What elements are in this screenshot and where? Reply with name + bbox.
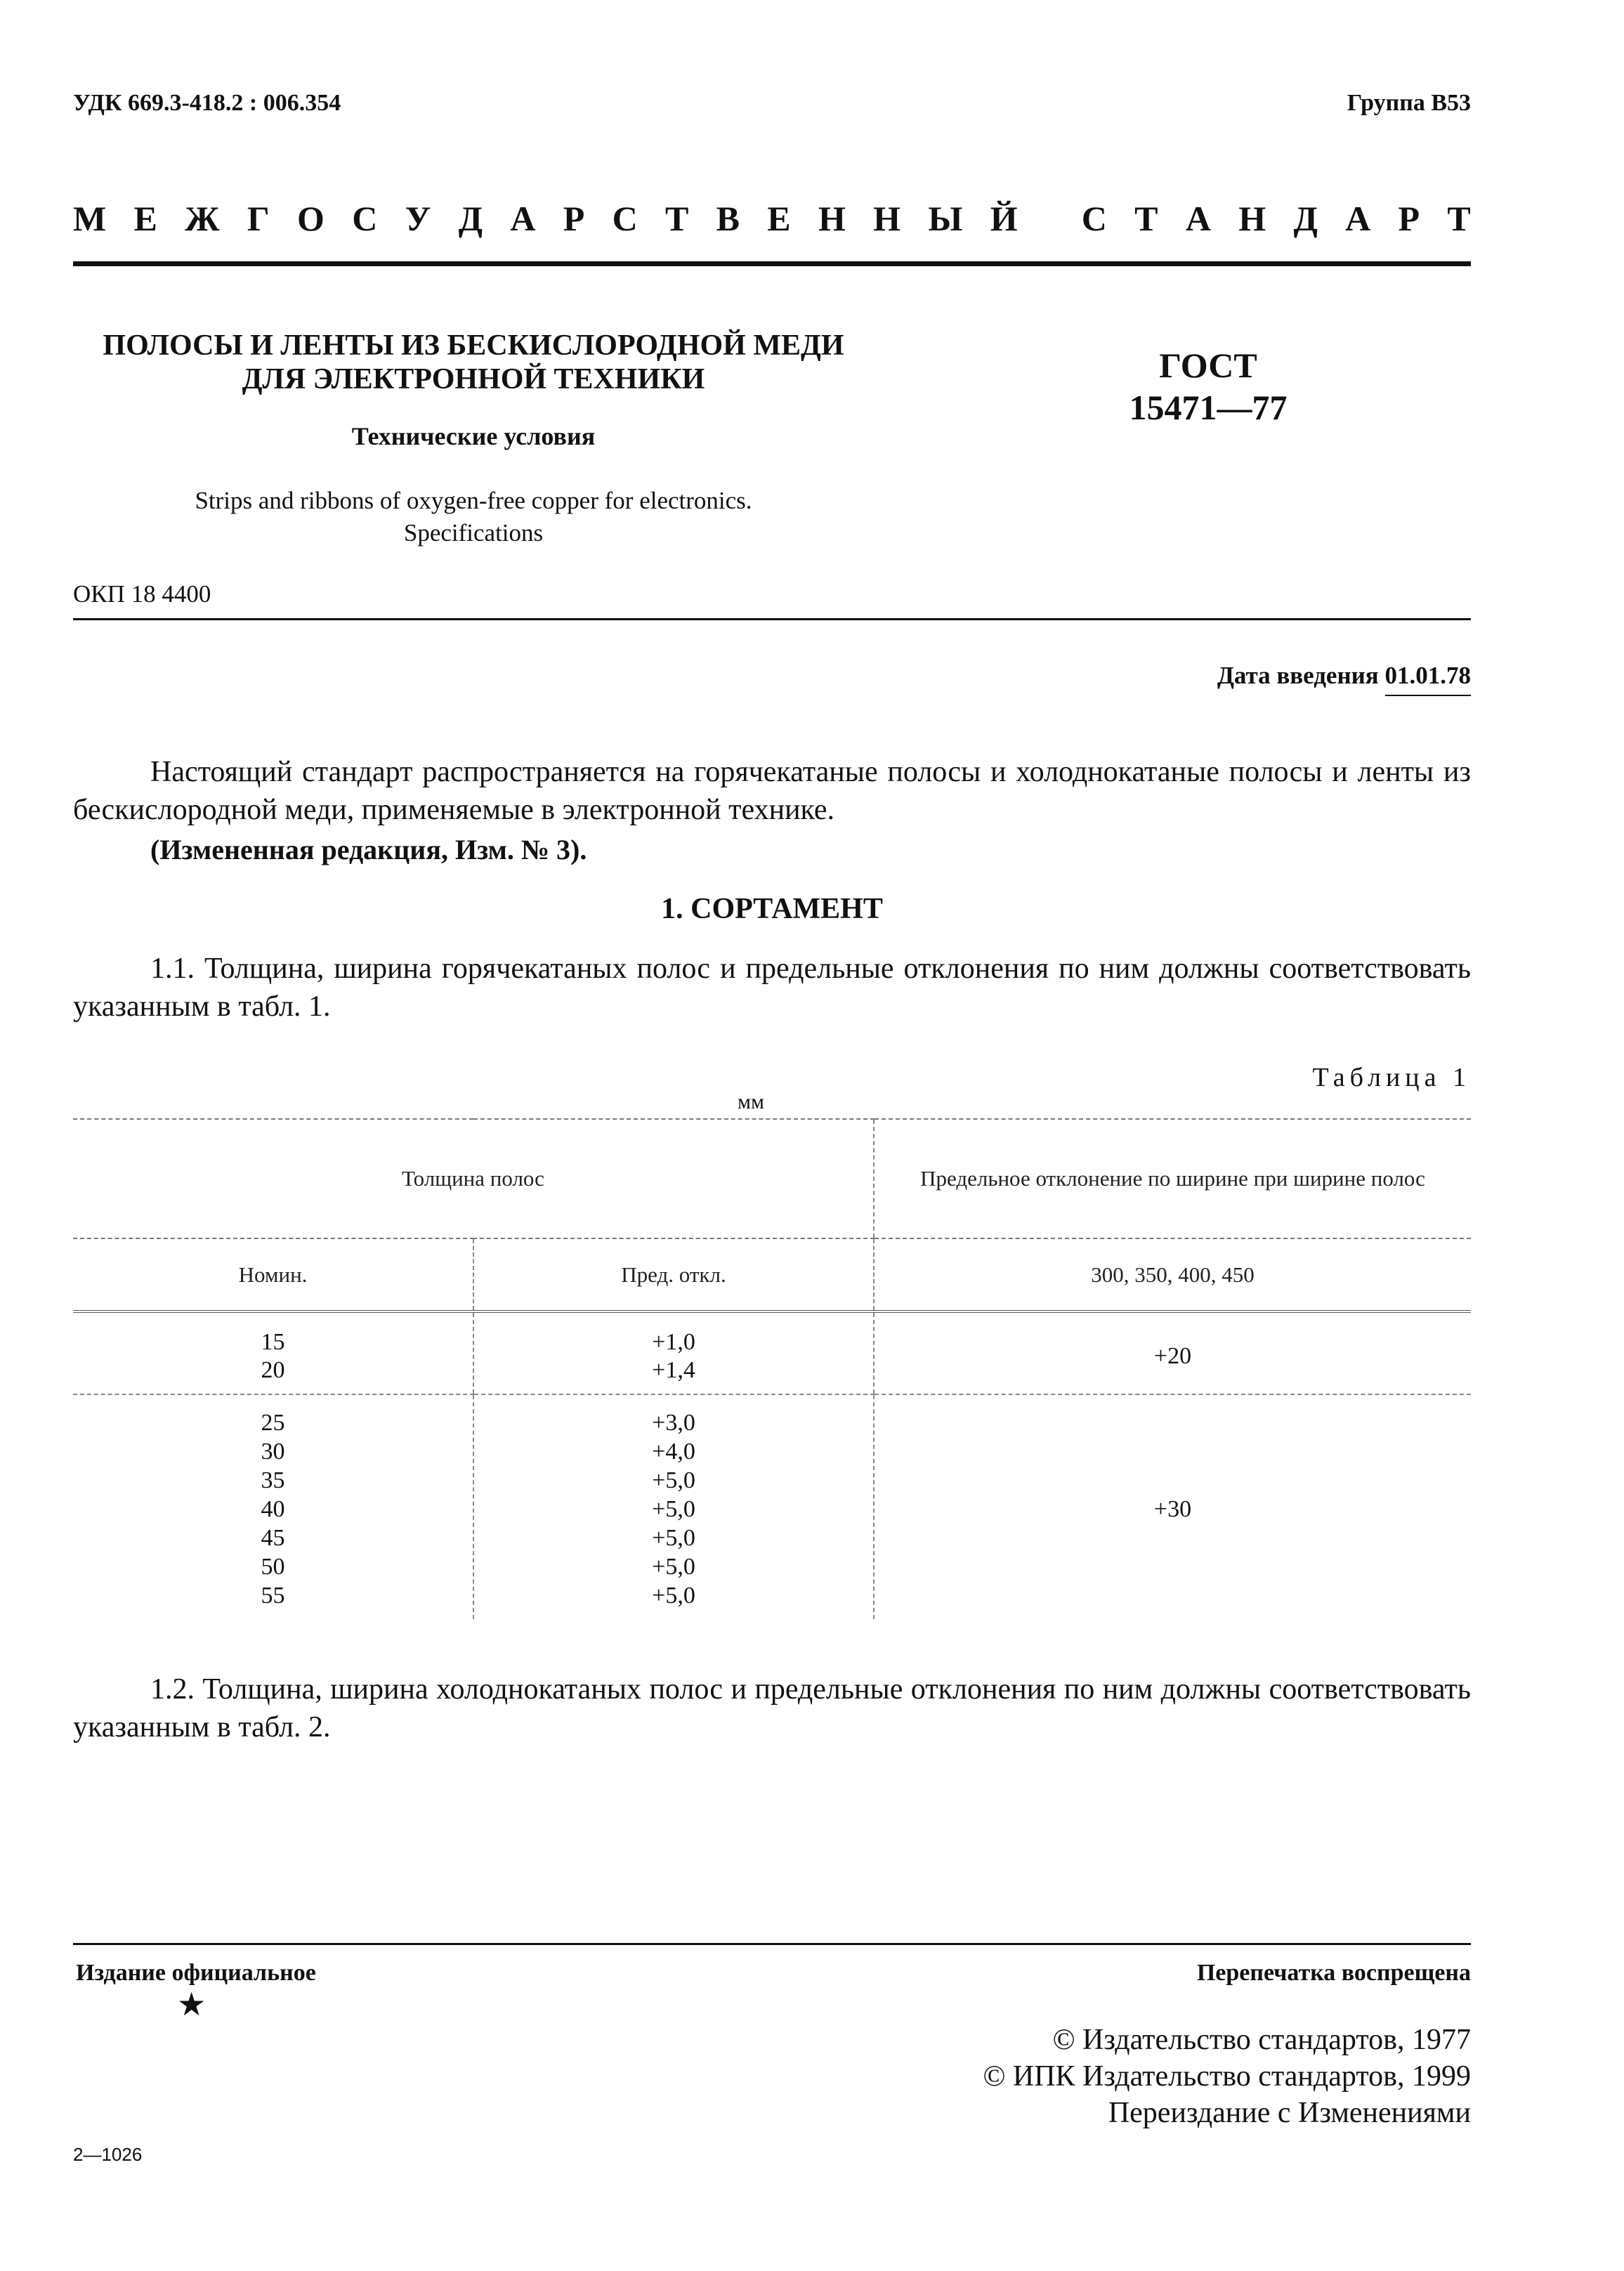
- table-row-group-2: [73, 1394, 1471, 1619]
- heading-letter: Г: [247, 199, 270, 238]
- top-rule: [73, 261, 1471, 266]
- copyright-line-2: © ИПК Издательство стандартов, 1999: [983, 2060, 1471, 2093]
- table-1: [73, 1118, 1471, 1619]
- heading-letter: Т: [1447, 199, 1471, 238]
- copyright-line-1: © Издательство стандартов, 1977: [1052, 2024, 1471, 2056]
- tolerance-cell: [473, 1311, 874, 1394]
- tolerance-value: +5,0: [652, 1554, 695, 1580]
- heading-letter: Й: [990, 199, 1018, 238]
- english-title: [73, 485, 874, 549]
- clause-1-1: 1.1. Толщина, ширина горячекатаных полос и предельные отклонения по ним должны соответствовать указанным в табл. 1.: [73, 953, 1471, 1023]
- tolerance-cell: [473, 1394, 874, 1619]
- heading-letter: Ж: [185, 199, 220, 238]
- nominal-value: 40: [261, 1496, 285, 1522]
- header-width-deviation: Предельное отклонение по ширине при ширине полос: [874, 1119, 1471, 1238]
- intro-date-label: Дата введения: [1217, 662, 1379, 689]
- star-icon: ★: [177, 1987, 207, 2022]
- intro-date-value: 01.01.78: [1385, 662, 1472, 696]
- nominal-value: 20: [261, 1356, 285, 1383]
- tolerance-value: +5,0: [652, 1583, 695, 1609]
- tolerance-value: +1,0: [652, 1328, 695, 1355]
- tolerance-value: +1,4: [652, 1356, 695, 1383]
- nominal-cell: [73, 1394, 473, 1619]
- amendment-note: (Измененная редакция, Изм. № 3).: [150, 834, 587, 865]
- scope-paragraph: Настоящий стандарт распространяется на горячекатаные полосы и холоднокатаные полосы и ленты из бескислородной меди, применяемые в электронной технике.: [73, 756, 1471, 826]
- header-tolerance: Пред. откл.: [473, 1238, 874, 1311]
- heading-letter: Н: [818, 199, 846, 238]
- heading-letter: В: [716, 199, 740, 238]
- header-widths: 300, 350, 400, 450: [874, 1238, 1471, 1311]
- gost-number: [1033, 344, 1384, 428]
- nominal-value: 35: [261, 1467, 285, 1493]
- heading-letter: Р: [1398, 199, 1420, 238]
- title-line-2: ДЛЯ ЭЛЕКТРОННОЙ ТЕХНИКИ: [242, 363, 705, 395]
- print-code: 2—1026: [73, 2144, 143, 2165]
- nominal-cell: [73, 1311, 473, 1394]
- heading-letter: А: [510, 199, 536, 238]
- document-title: [73, 329, 874, 396]
- heading-letter: О: [297, 199, 325, 238]
- middle-rule: [73, 618, 1471, 620]
- nominal-value: 50: [261, 1554, 285, 1580]
- nominal-value: 25: [261, 1410, 285, 1436]
- copyright-block: [983, 2022, 1471, 2131]
- bottom-rule: [73, 1943, 1471, 1945]
- table-row-group-1: [73, 1311, 1471, 1394]
- nominal-value: 30: [261, 1439, 285, 1465]
- tolerance-value: +3,0: [652, 1410, 695, 1436]
- tolerance-value: +4,0: [652, 1439, 695, 1465]
- english-title-line-2: Specifications: [403, 519, 544, 547]
- introduction-date: [1217, 662, 1471, 690]
- header-thickness: Толщина полос: [73, 1119, 874, 1238]
- nominal-value: 55: [261, 1583, 285, 1609]
- tolerance-value: +5,0: [652, 1525, 695, 1551]
- nominal-value: 15: [261, 1328, 285, 1355]
- official-edition-label: Издание официальное: [76, 1960, 316, 1986]
- table-1-label: Таблица 1: [1312, 1063, 1471, 1092]
- heading-letter: А: [1185, 199, 1211, 238]
- english-title-line-1: Strips and ribbons of oxygen-free copper for electronics.: [195, 487, 752, 514]
- okp-code: ОКП 18 4400: [73, 580, 211, 608]
- nominal-value: 45: [261, 1525, 285, 1551]
- heading-letter: С: [612, 199, 638, 238]
- heading-letter: С: [1081, 199, 1107, 238]
- heading-letter: Н: [1238, 199, 1266, 238]
- heading-letter: С: [352, 199, 378, 238]
- heading-letter: Т: [664, 199, 689, 238]
- heading-letter: Е: [133, 199, 157, 238]
- heading-letter: Д: [458, 199, 483, 238]
- reprint-prohibited-label: Перепечатка воспрещена: [1196, 1960, 1471, 1986]
- heading-letter: А: [1345, 199, 1371, 238]
- interstate-standard-heading: [73, 198, 1471, 239]
- heading-letter: Д: [1293, 199, 1318, 238]
- document-subtitle: Технические условия: [351, 422, 596, 450]
- clause-1-2: 1.2. Толщина, ширина холоднокатаных полос и предельные отклонения по ним должны соответствовать указанным в табл. 2.: [73, 1673, 1471, 1743]
- width-deviation-cell: +20: [874, 1311, 1471, 1394]
- header-nominal: Номин.: [73, 1238, 473, 1311]
- section-1-heading: 1. СОРТАМЕНТ: [661, 893, 883, 925]
- width-deviation-cell: +30: [874, 1394, 1471, 1619]
- gost-line-2: 15471—77: [1129, 388, 1288, 427]
- heading-letter: Е: [767, 199, 791, 238]
- heading-letter: Н: [873, 199, 901, 238]
- tolerance-value: +5,0: [652, 1496, 695, 1522]
- title-line-1: ПОЛОСЫ И ЛЕНТЫ ИЗ БЕСКИСЛОРОДНОЙ МЕДИ: [103, 329, 844, 362]
- heading-letter: М: [73, 199, 107, 238]
- table-1-units: мм: [738, 1090, 764, 1113]
- heading-letter: У: [405, 199, 431, 238]
- heading-letter: Т: [1134, 199, 1158, 238]
- tolerance-value: +5,0: [652, 1467, 695, 1493]
- heading-letter: Р: [563, 199, 585, 238]
- heading-letter: Ы: [928, 199, 963, 238]
- heading-gap: [1045, 198, 1054, 239]
- reissue-note: Переиздание с Изменениями: [1108, 2097, 1471, 2129]
- udk-code: УДК 669.3-418.2 : 006.354: [73, 90, 341, 116]
- gost-line-1: ГОСТ: [1159, 346, 1257, 385]
- group-code: Группа В53: [1347, 90, 1471, 116]
